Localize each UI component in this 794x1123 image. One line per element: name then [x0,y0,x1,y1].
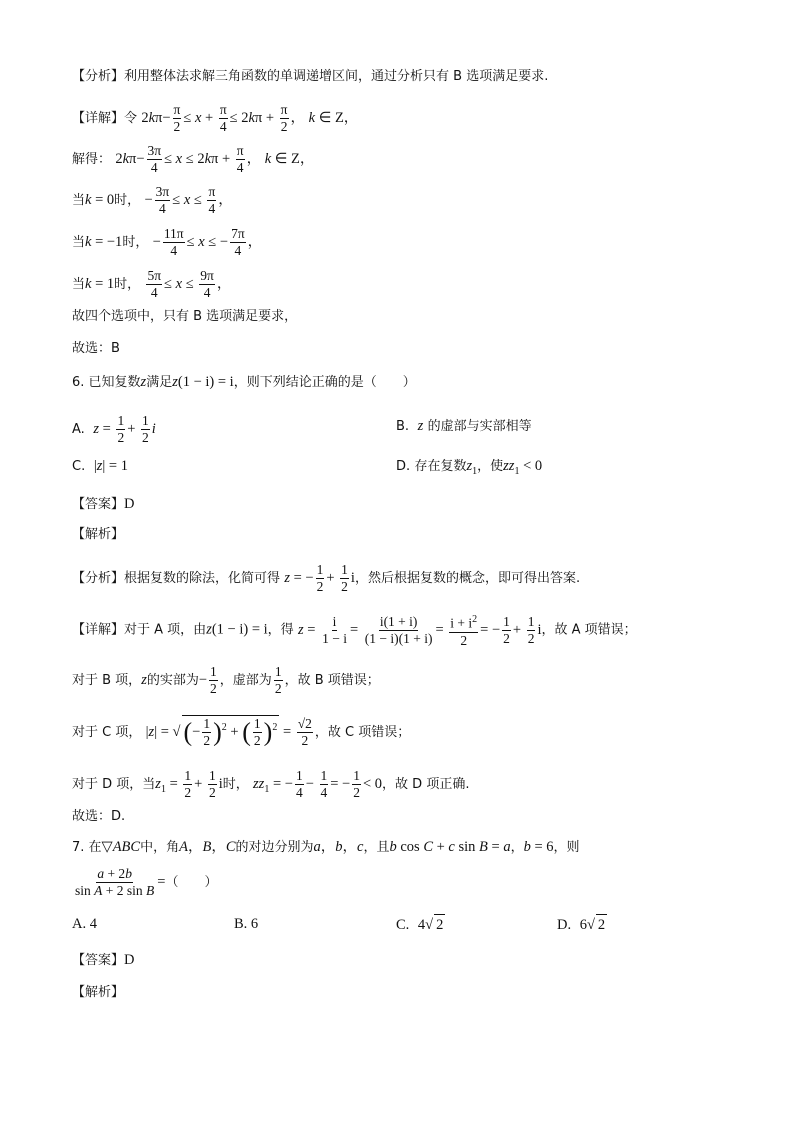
analysis-text: 利用整体法求解三角函数的单调递增区间，通过分析只有 B 选项满足要求. [124,69,549,84]
prev-k0-line: 当k = 0时， − $\frac{3\pi}{4}$ ≤ x ≤ $\frac{\pi}{4}$ ， [72,184,233,216]
q6-detail: 【详解】对于 A 项，由z(1 − i) = i，得 z = $\frac{i}{1 - i}$ = $\frac{i(1 + i)}{(1 - i)(1 + i)}$ = $\frac{i + i^2}{2}$ = − $\frac{1}{2}$ + $\frac{1}{2}$ i，故 A 项错误； [72,613,637,648]
q7-answer: 【答案】D [72,952,135,968]
q6-stem: 6. 已知复数z满足z(1 − i) = i，则下列结论正确的是（ ） [72,374,416,390]
q6-b-line: 对于 B 项，z的实部为− $\frac{1}{2}$ ，虚部为 $\frac{1}{2}$ ，故 B 项错误； [72,664,380,696]
q7-fraction-line: $\frac{a + 2b}{\text{sin A + 2 sin B}}$ =（ ） [75,866,218,898]
q6-c-line: 对于 C 项， |z| = √ (− $\frac{1}{2}$ )$^2$ + ( $\frac{1}{2}$ )$^2$ = $\frac{√2}{2}$ ，故 C 项错误； [72,716,411,748]
q6-analysis: 【分析】根据复数的除法，化简可得 z = − $\frac{1}{2}$ + $\frac{1}{2}$ i，然后根据复数的概念，即可得出答案. [72,562,581,594]
solve-formula: 2kπ− $\frac{3\pi}{4}$ ≤ x ≤ 2kπ + $\frac{\pi}{4}$ ， k ∈ Z， [115,143,315,175]
q7-option-b: B. 6 [234,916,259,932]
inequality-formula: 2kπ− $\frac{\pi}{2}$ ≤ x + $\frac{\pi}{4}$ ≤ 2kπ + $\frac{\pi}{2}$ ， k ∈ Z， [141,102,359,134]
prev-detail-line: 【详解】令 2kπ− $\frac{\pi}{2}$ ≤ x + $\frac{\pi}{4}$ ≤ 2kπ + $\frac{\pi}{2}$ ， k ∈ Z， [72,102,359,134]
prev-conclusion: 故四个选项中，只有 B 选项满足要求， [72,309,298,324]
q7-stem: 7. 在▽ABC中，角A，B，C的对边分别为a，b，c，且b cos C + c sin B = a，b = 6，则 [72,839,580,855]
kneg-formula: − $\frac{11\pi}{4}$ ≤ x ≤ − $\frac{7\pi}{4}$ ， [152,226,263,258]
q6-d-line: 对于 D 项，当$z_1$ = $\frac{1}{2}$ + $\frac{1}{2}$ i时， $zz_1$ = − $\frac{1}{4}$ − $\frac{1}{4}$ = − $\frac{1}{2}$ < 0，故 D 项正确. [72,768,470,800]
q6-option-a: A. z = $\frac{1}{2}$ + $\frac{1}{2}$ i [72,413,156,445]
division-formula: z = $\frac{i}{1 - i}$ = $\frac{i(1 + i)}{(1 - i)(1 + i)}$ = $\frac{i + i^2}{2}$ = − $\frac{1}{2}$ + $\frac{1}{2}$ i [297,613,542,648]
q6-choose: 故选：D. [72,809,126,824]
k0-formula: − $\frac{3\pi}{4}$ ≤ x ≤ $\frac{\pi}{4}$ ， [144,184,233,216]
q7-option-d: D. 6√ 2 [557,914,607,935]
prev-choose: 故选：B [72,341,120,356]
q6-jiexi: 【解析】 [72,527,125,542]
k1-formula: $\frac{5\pi}{4}$ ≤ x ≤ $\frac{9\pi}{4}$ ， [147,268,232,300]
q6-option-b: B. z 的虚部与实部相等 [396,418,532,434]
q6-option-d: D. 存在复数$z_1$，使$zz_1 < 0$ [396,458,543,477]
q7-option-c: C. 4√ 2 [396,914,445,935]
q6-option-c: C. |z| = 1 [72,458,128,474]
analysis-tag: 【分析】 [72,69,125,84]
detail-tag: 【详解】 [72,110,125,126]
prev-solve-line: 解得： 2kπ− $\frac{3\pi}{4}$ ≤ x ≤ 2kπ + $\frac{\pi}{4}$ ， k ∈ Z， [72,143,315,175]
modulus-formula: |z| = √ (− $\frac{1}{2}$ )$^2$ + ( $\frac{1}{2}$ )$^2$ = $\frac{√2}{2}$ [145,716,312,748]
q7-jiexi: 【解析】 [72,985,125,1000]
q6-answer: 【答案】D [72,496,135,512]
prev-analysis-line [72,66,548,87]
q7-option-a: A. 4 [72,916,97,932]
prev-kneg-line: 当k = −1时， − $\frac{11\pi}{4}$ ≤ x ≤ − $\frac{7\pi}{4}$ ， [72,226,263,258]
prev-k1-line: 当k = 1时， $\frac{5\pi}{4}$ ≤ x ≤ $\frac{9\pi}{4}$ ， [72,268,232,300]
